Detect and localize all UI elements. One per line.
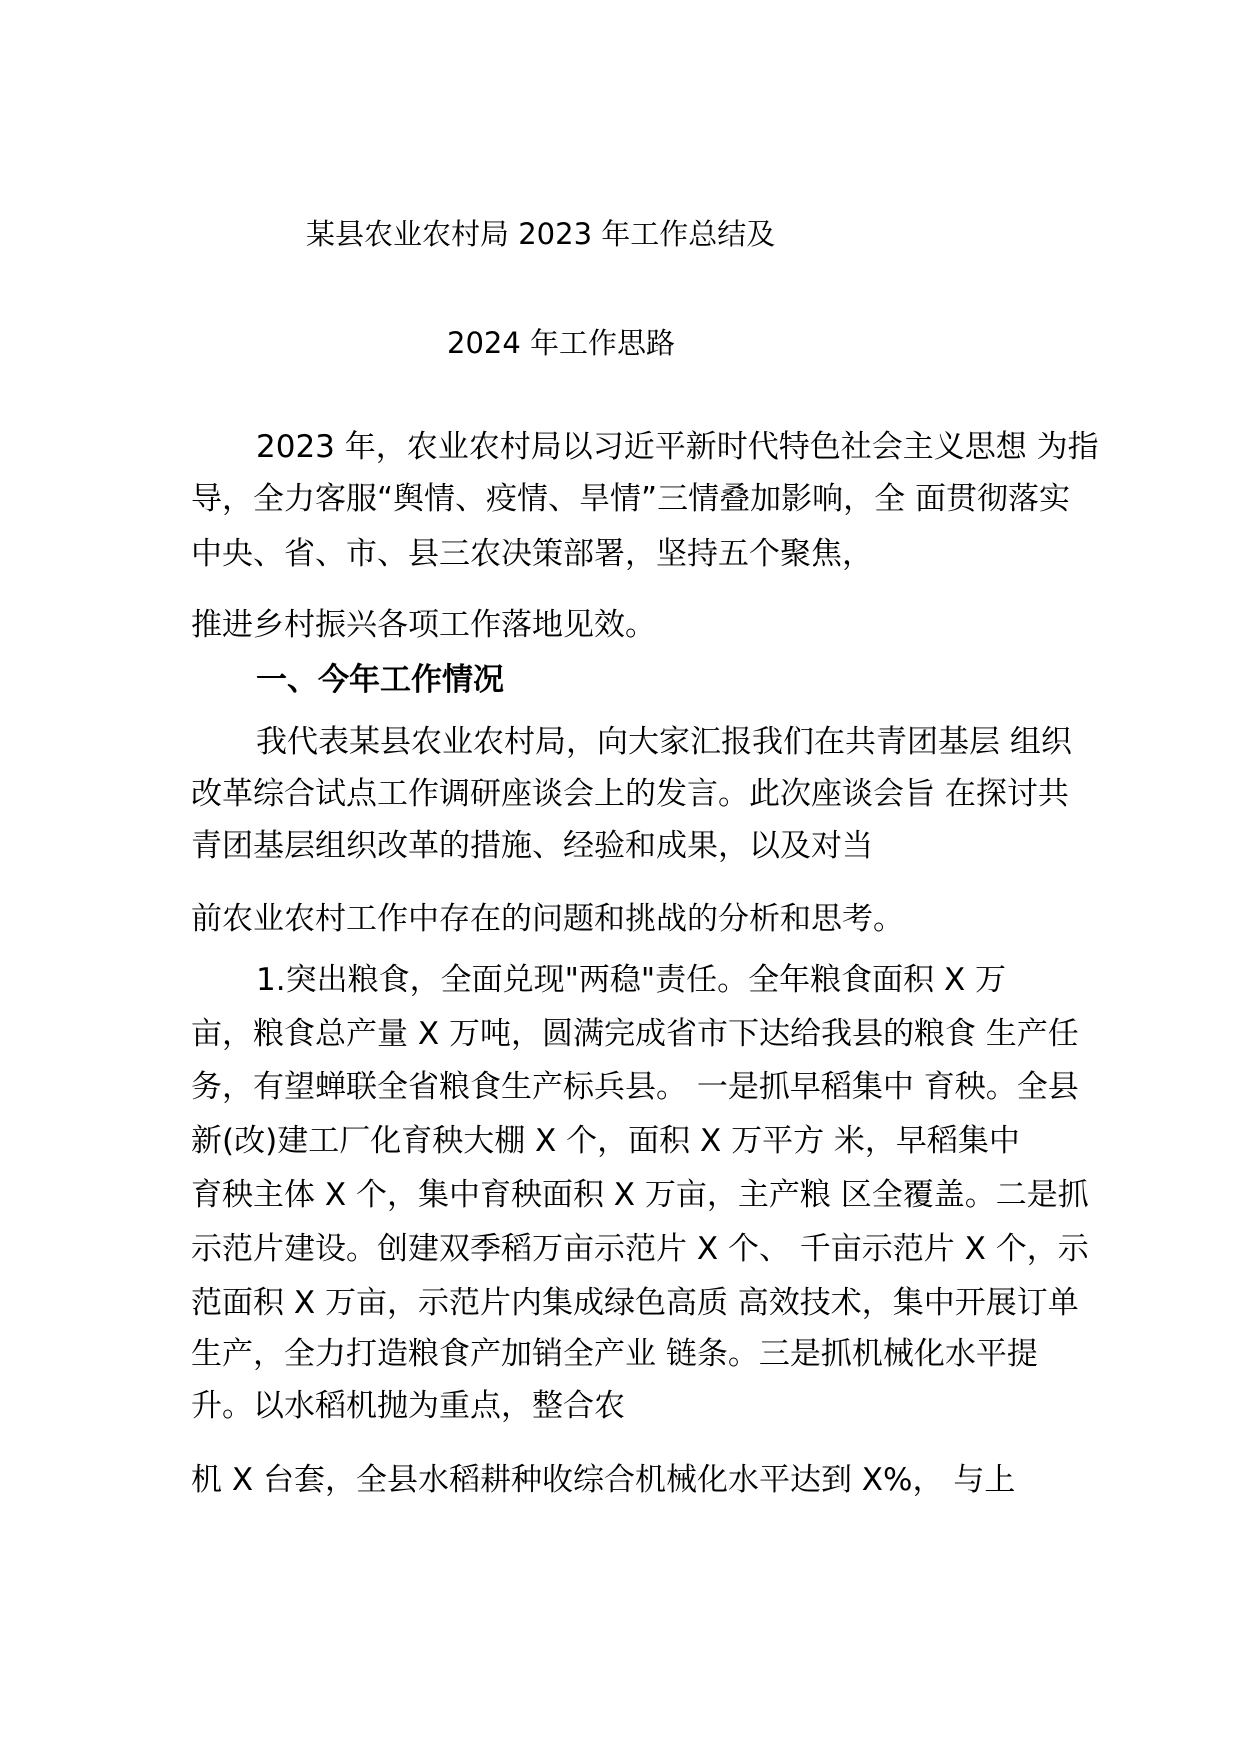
- section-heading: 一、今年工作情况: [256, 662, 504, 698]
- section-para-line: 前农业农村工作中存在的问题和挑战的分析和思考。: [191, 901, 904, 937]
- intro-line: 推进乡村振兴各项工作落地见效。: [191, 607, 656, 643]
- item-para-line: 机 X 台套，全县水稻耕种收综合机械化水平达到 X%， 与上: [191, 1462, 1016, 1498]
- item-para-line: 范面积 X 万亩，示范片内集成绿色高质 高效技术，集中开展订单: [191, 1285, 1079, 1321]
- section-para-line: 改革综合试点工作调研座谈会上的发言。此次座谈会旨 在探讨共: [191, 776, 1069, 812]
- item-para-line: 生产，全力打造粮食产加销全产业 链条。三是抓机械化水平提: [191, 1336, 1038, 1372]
- section-para-line: 我代表某县农业农村局，向大家汇报我们在共青团基层 组织: [256, 724, 1072, 760]
- item-para-line: 亩，粮食总产量 X 万吨，圆满完成省市下达给我县的粮食 生产任: [191, 1016, 1079, 1052]
- intro-line: 2023 年，农业农村局以习近平新时代特色社会主义思想 为指: [256, 429, 1099, 465]
- document-title-line-2: 2024 年工作思路: [447, 326, 676, 360]
- item-para-line: 育秧主体 X 个，集中育秧面积 X 万亩，主产粮 区全覆盖。二是抓: [191, 1177, 1089, 1213]
- intro-line: 导，全力客服“舆情、疫情、旱情”三情叠加影响，全 面贯彻落实: [191, 481, 1070, 517]
- section-para-line: 青团基层组织改革的措施、经验和成果，以及对当: [191, 828, 873, 864]
- intro-line: 中央、省、市、县三农决策部署，坚持五个聚焦，: [191, 536, 873, 572]
- item-para-line: 1.突出粮食，全面兑现"两稳"责任。全年粮食面积 X 万: [256, 962, 1007, 998]
- item-para-line: 示范片建设。创建双季稻万亩示范片 X 个、 千亩示范片 X 个，示: [191, 1231, 1089, 1267]
- item-para-line: 新(改)建工厂化育秧大棚 X 个，面积 X 万平方 米，早稻集中: [191, 1123, 1020, 1159]
- document-title-line-1: 某县农业农村局 2023 年工作总结及: [306, 217, 776, 251]
- item-para-line: 务，有望蝉联全省粮食生产标兵县。 一是抓早稻集中 育秧。全县: [191, 1069, 1079, 1105]
- item-para-line: 升。以水稻机抛为重点，整合农: [191, 1388, 625, 1424]
